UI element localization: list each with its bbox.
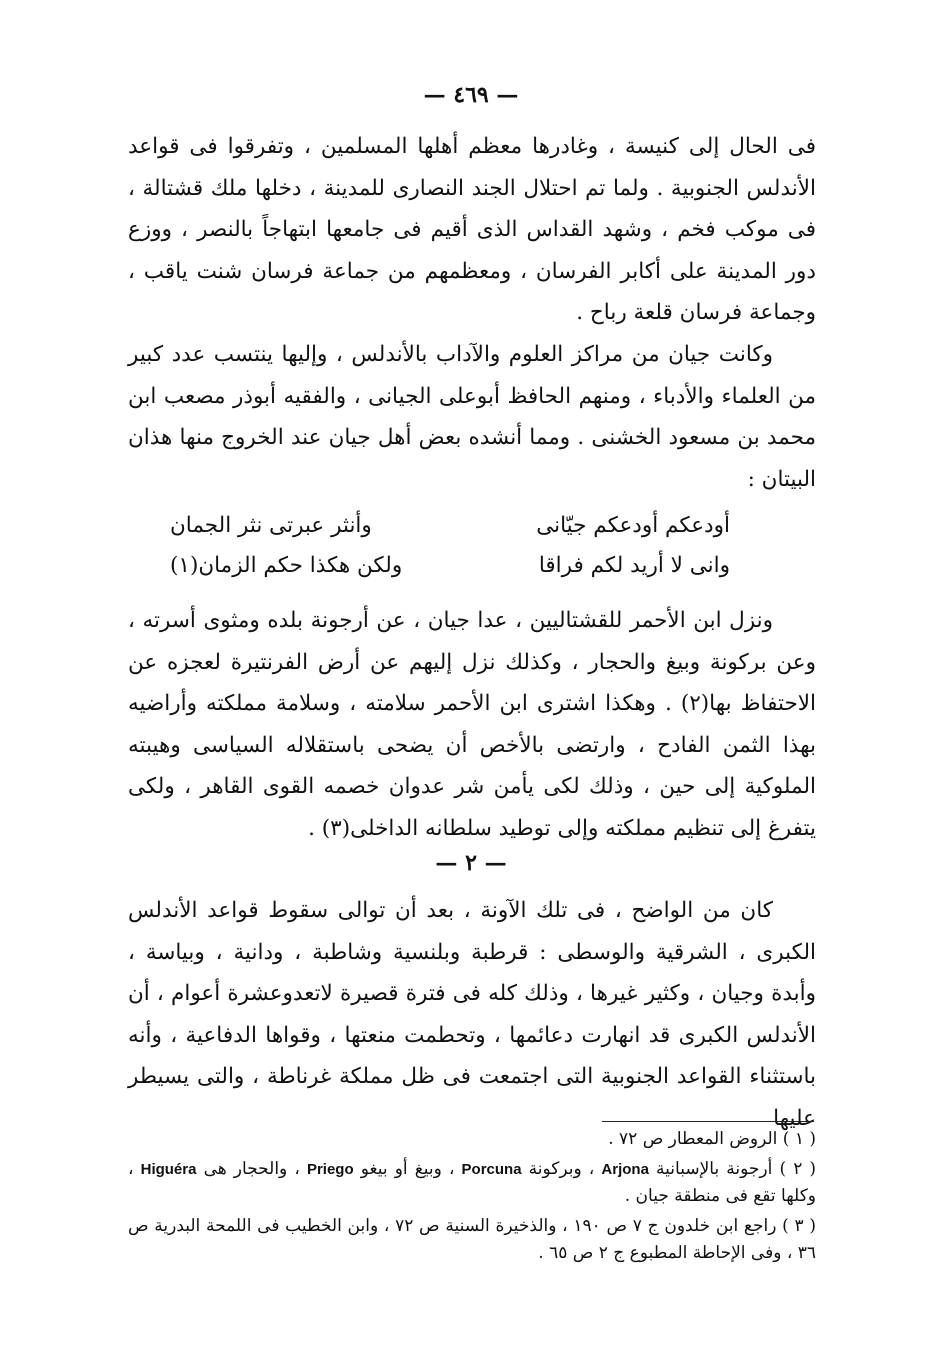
footnote-2 bbox=[128, 1156, 816, 1211]
paragraph-2 bbox=[128, 334, 816, 500]
verse-line-2 bbox=[170, 546, 730, 586]
footnote-2-part-c: ، وبيغ أو بيغو bbox=[360, 1158, 455, 1179]
paragraph-4-text: كان من الواضح ، فى تلك الآونة ، بعد أن توالى سقوط قواعد الأندلس الكبرى ، الشرقية والوسطى : قرطبة وبلنسية وشاطبة ، ودانية ، وبياسة ، وأبدة وجيان ، وكثير غيرها ، وذلك كله فى فترة قصيرة لاتعدوعشرة أعوام ، أن الأندلس الكبرى قد انهارت دعائمها ، وتحطمت منعتها ، وقواها الدفاعية ، وأنه باستثناء القواعد الجنوبية التى اجتمعت فى ظل مملكة غرناطة ، والتى يسيطر عليها bbox=[128, 898, 816, 1131]
footnote-2-arjona: Arjona bbox=[601, 1160, 649, 1178]
paragraph-4 bbox=[128, 890, 816, 1140]
paragraph-3-text: ونزل ابن الأحمر للقشتاليين ، عدا جيان ، عن أرجونة بلده ومثوى أسرته ، وعن بركونة وبيغ والحجار ، وكذلك نزل إليهم عن أرض الفرنتيرة لعجزه عن الاحتفاظ بها(٢) . وهكذا اشترى ابن الأحمر سلامته ، وسلامة مملكته وأراضيه بهذا الثمن الفادح ، وارتضى بالأخص أن يضحى باستقلاله السياسى وهيبته الملوكية إلى حين ، وذلك لكى يأمن شر عدوان خصمه القوى القاهر ، ولكى يتفرغ إلى تنظيم مملكته وإلى توطيد سلطانه الداخلى(٣) . bbox=[128, 608, 816, 841]
footnote-3: ( ٣ ) راجع ابن خلدون ج ٧ ص ١٩٠ ، والذخيرة السنية ص ٧٢ ، وابن الخطيب فى اللمحة البدرية ص ٣٦ ، وفى الإحاطة المطبوع ج ٢ ص ٦٥ . bbox=[128, 1215, 816, 1263]
section-number: — ٢ — bbox=[435, 850, 507, 876]
footnote-2-part-e: ، وكلها تقع فى منطقة جيان . bbox=[128, 1158, 816, 1206]
footnote-2-part-d: ، والحجار هى bbox=[203, 1158, 300, 1179]
footnote-1: ( ١ ) الروض المعطار ص ٧٢ . bbox=[608, 1129, 816, 1149]
footnote-2-porcuna: Porcuna bbox=[461, 1160, 522, 1178]
paragraph-3 bbox=[128, 600, 816, 850]
footnote-separator bbox=[602, 1121, 814, 1122]
footnote-2-part-b: ، وبركونة bbox=[528, 1158, 595, 1179]
paragraph-1-text: فى الحال إلى كنيسة ، وغادرها معظم أهلها المسلمين ، وتفرقوا فى قواعد الأندلس الجنوبية . ولما تم احتلال الجند النصارى للمدينة ، دخلها ملك قشتالة ، فى موكب فخم ، وشهد القداس الذى أقيم فى جامعها ابتهاجاً بالنصر ، ووزع دور المدينة على أكابر الفرسان ، ومعظمهم من جماعة فرسان شنت ياقب ، وجماعة فرسان قلعة رباح . bbox=[128, 134, 816, 326]
page-number: — ٤٦٩ — bbox=[423, 82, 519, 108]
verse-2-second-hemistich: ولكن هكذا حكم الزمان(١) bbox=[170, 553, 403, 578]
poem-verses bbox=[170, 506, 730, 586]
verse-1-second-hemistich: وأنثر عبرتى نثر الجمان bbox=[170, 513, 372, 538]
verse-line-1 bbox=[170, 506, 730, 546]
verse-2-first-hemistich: وانى لا أريد لكم فراقا bbox=[538, 553, 730, 578]
footnote-2-priego: Priego bbox=[306, 1160, 354, 1178]
paragraph-1 bbox=[128, 126, 816, 334]
footnote-2-part-a: ( ٢ ) أرجونة بالإسبانية bbox=[656, 1158, 817, 1179]
verse-1-first-hemistich: أودعكم أودعكم جيّانى bbox=[536, 513, 730, 538]
paragraph-2-text: وكانت جيان من مراكز العلوم والآداب بالأندلس ، وإليها ينتسب عدد كبير من العلماء والأدباء ، ومنهم الحافظ أبوعلى الجيانى ، والفقيه أبوذر مصعب ابن محمد بن مسعود الخشنى . ومما أنشده بعض أهل جيان عند الخروج منها هذان البيتان : bbox=[128, 342, 816, 492]
footnotes bbox=[128, 1126, 816, 1270]
footnote-2-higuera: Higuéra bbox=[140, 1160, 197, 1178]
